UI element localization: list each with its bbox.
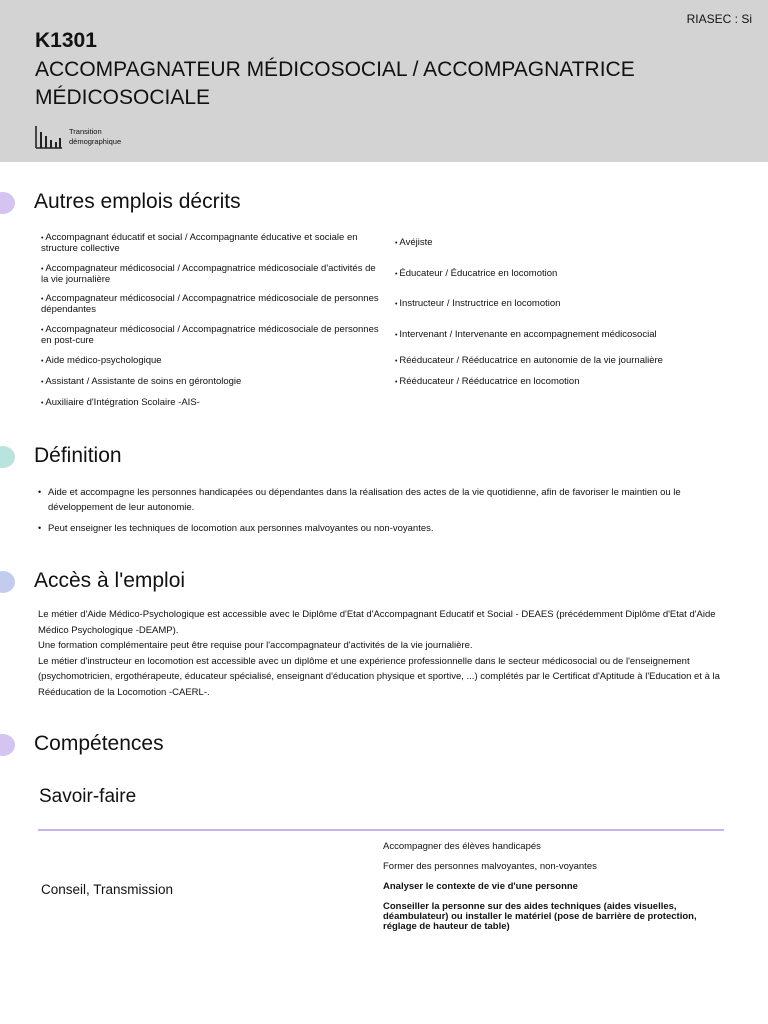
skills-list xyxy=(383,842,723,942)
list-item: • Intervenant / Intervenante en accompagnement médicosocial xyxy=(395,330,735,341)
list-item: • Instructeur / Instructrice en locomotion xyxy=(395,299,735,310)
acces-paragraph: Le métier d'instructeur en locomotion est accessible avec un diplôme et une expérience professionnelle dans le secteur médicosocial ou de l'enseignement (psychomotricien, ergothérapeute, éducateur spécialisé, enseignant d'éducation physique et sportive, ...) complétés par le Certificat d'Aptitude à l'Education et à la Rééducation de la Locomotion -CAERL-. xyxy=(38,655,720,698)
acces-paragraph: Une formation complémentaire peut être requise pour l'accompagnateur d'activités de la vie journalière. xyxy=(38,640,473,651)
definition-list xyxy=(38,485,728,542)
list-item: • Rééducateur / Rééducatrice en autonomie de la vie journalière xyxy=(395,356,735,367)
acces-text xyxy=(38,607,728,700)
section-title-autres-emplois: Autres emplois décrits xyxy=(34,190,241,213)
section-title-acces: Accès à l'emploi xyxy=(34,569,186,592)
theme-label: Transition démographique xyxy=(69,127,122,146)
job-code: K1301 xyxy=(35,29,97,52)
savoir-faire-title: Savoir-faire xyxy=(39,786,137,807)
list-item: • Aide et accompagne les personnes handicapées ou dépendantes dans la réalisation des actes de la vie quotidienne, afin de favoriser le maintien ou le développement de leur autonomie. xyxy=(38,485,728,515)
section-title-definition: Définition xyxy=(34,444,122,467)
list-item: • Assistant / Assistante de soins en gérontologie xyxy=(41,377,381,388)
list-item: • Aide médico-psychologique xyxy=(41,356,381,367)
list-item: • Accompagnateur médicosocial / Accompagnatrice médicosociale d'activités de la vie journalière xyxy=(41,264,381,285)
divider xyxy=(38,829,724,831)
list-item: • Éducateur / Éducatrice en locomotion xyxy=(395,269,735,280)
list-item: • Auxiliaire d'Intégration Scolaire -AIS- xyxy=(41,398,381,409)
acces-paragraph: Le métier d'Aide Médico-Psychologique est accessible avec le Diplôme d'Etat d'Accompagnant Educatif et Social - DEAES (précédemment Diplôme d'Etat d'Aide Médico Psychologique -DEAMP). xyxy=(38,609,716,636)
skill-item: Former des personnes malvoyantes, non-voyantes xyxy=(383,861,597,872)
bar-chart-icon xyxy=(35,125,63,149)
section-accent-dot xyxy=(0,571,15,593)
section-accent-dot xyxy=(0,446,15,468)
list-item: • Peut enseigner les techniques de locomotion aux personnes malvoyantes ou non-voyantes. xyxy=(38,521,728,536)
list-item: • Accompagnant éducatif et social / Accompagnante éducative et sociale en structure collective xyxy=(41,233,381,254)
skill-category: Conseil, Transmission xyxy=(41,882,174,897)
section-title-competences: Compétences xyxy=(34,732,164,755)
skill-item: Accompagner des élèves handicapés xyxy=(383,841,541,852)
skill-item: Conseiller la personne sur des aides techniques (aides visuelles, déambulateur) ou installer le matériel (pose de barrière de protection, réglage de hauteur de table) xyxy=(383,901,697,932)
header-banner xyxy=(0,0,768,162)
theme-tag xyxy=(35,125,139,149)
list-item: • Accompagnateur médicosocial / Accompagnatrice médicosociale de personnes en post-cure xyxy=(41,325,381,346)
section-accent-dot xyxy=(0,734,15,756)
riasec-code: RIASEC : Si xyxy=(686,12,752,26)
job-title: ACCOMPAGNATEUR MÉDICOSOCIAL / ACCOMPAGNATRICE MÉDICOSOCIALE xyxy=(35,58,635,109)
jobs-list-right xyxy=(395,238,740,398)
list-item: • Rééducateur / Rééducatrice en locomotion xyxy=(395,377,735,388)
skill-item: Analyser le contexte de vie d'une personne xyxy=(383,881,578,892)
section-accent-dot xyxy=(0,192,15,214)
list-item: • Accompagnateur médicosocial / Accompagnatrice médicosociale de personnes dépendantes xyxy=(41,294,381,315)
list-item: • Avéjiste xyxy=(395,238,735,249)
jobs-list-left xyxy=(41,233,386,413)
